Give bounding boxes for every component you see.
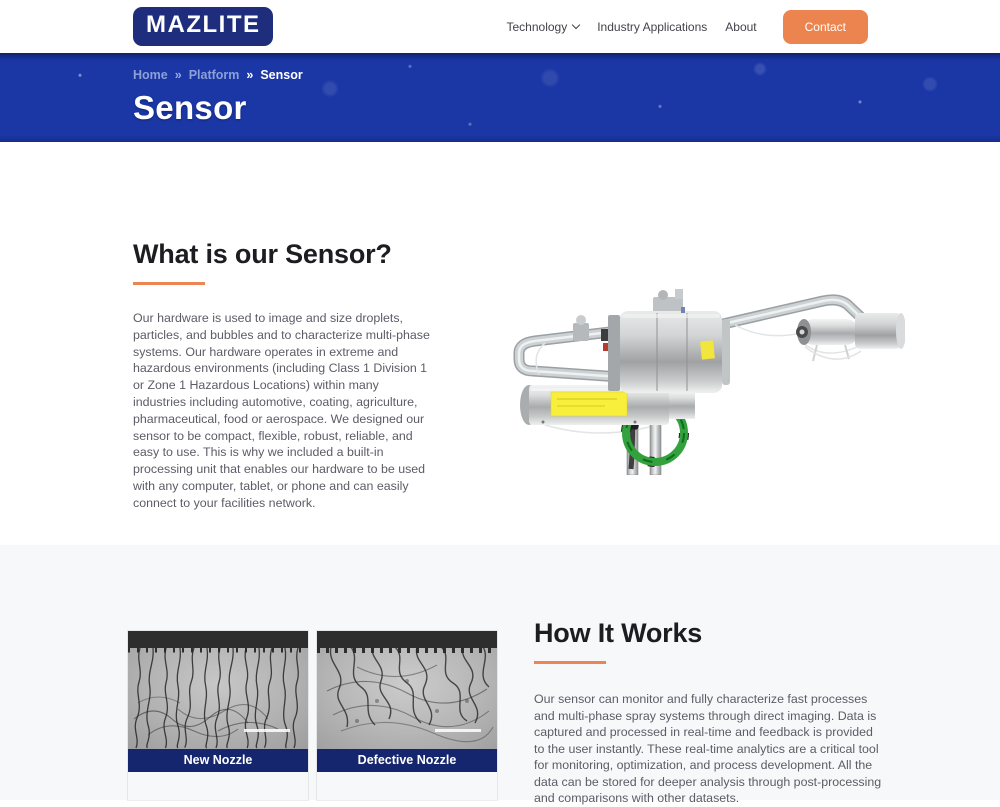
scale-bar xyxy=(244,729,290,732)
new-nozzle-image xyxy=(128,631,308,749)
heading-underline xyxy=(133,282,205,285)
breadcrumb xyxy=(133,68,1000,82)
breadcrumb-current: Sensor xyxy=(260,68,303,82)
breadcrumb-home[interactable]: Home xyxy=(133,68,168,82)
breadcrumb-separator: » xyxy=(246,68,254,82)
nav-item-label: Industry Applications xyxy=(597,19,708,34)
nozzle-figures xyxy=(128,631,497,800)
figure-caption: New Nozzle xyxy=(128,749,308,772)
what-is-paragraph: Our hardware is used to image and size droplets, particles, and bubbles and to characterize multi-phase systems. Our hardware operates in extreme and hazardous environments (including Class 1 Division 1 or Zone 1 Hazardous Locations) within many industries including automotive, coating, agriculture, pharmaceutical, food or aerospace. We designed our sensor to be compact, flexible, robust, reliable, and easy to use. This is why we included a built-in processing unit that enables our hardware to be used with any computer, tablet, or phone and can easily connect to your facilities network. xyxy=(133,311,430,510)
sensor-hardware-illustration xyxy=(505,285,905,475)
figure-caption: Defective Nozzle xyxy=(317,749,497,772)
sensor-photo xyxy=(505,239,905,545)
breadcrumb-platform[interactable]: Platform xyxy=(188,68,240,82)
figure-defective-nozzle xyxy=(317,631,497,800)
top-navbar xyxy=(0,0,1000,53)
how-it-works-heading: How It Works xyxy=(534,618,703,648)
nav-item-industry-applications[interactable] xyxy=(597,20,707,34)
what-is-heading: What is our Sensor? xyxy=(133,239,392,269)
contact-button[interactable]: Contact xyxy=(783,10,868,44)
main-nav xyxy=(507,10,869,44)
defective-nozzle-image xyxy=(317,631,497,749)
mazlite-logo[interactable]: MAZLITE xyxy=(133,7,273,45)
figure-new-nozzle xyxy=(128,631,308,800)
hero-banner xyxy=(0,53,1000,142)
how-it-works-paragraph: Our sensor can monitor and fully characterize fast processes and multi-phase spray systems through direct imaging. Data is captured and processed in real-time and feedback is provided to the user instantly. These real-time analytics are a critical tool for monitoring, optimization, and process development. All the data can be stored for deeper analysis through post-processing and comparisons with other datasets. xyxy=(534,692,882,805)
how-it-works-section xyxy=(0,545,1000,805)
heading-underline xyxy=(534,661,606,664)
page-title: Sensor xyxy=(133,89,247,126)
breadcrumb-separator: » xyxy=(174,68,182,82)
what-is-section xyxy=(0,142,1000,545)
nav-item-about[interactable] xyxy=(725,20,756,34)
chevron-down-icon xyxy=(572,20,580,28)
nav-item-label: Technology xyxy=(506,19,568,34)
nav-item-technology[interactable] xyxy=(507,20,580,34)
scale-bar xyxy=(435,729,481,732)
nav-item-label: About xyxy=(725,19,757,34)
